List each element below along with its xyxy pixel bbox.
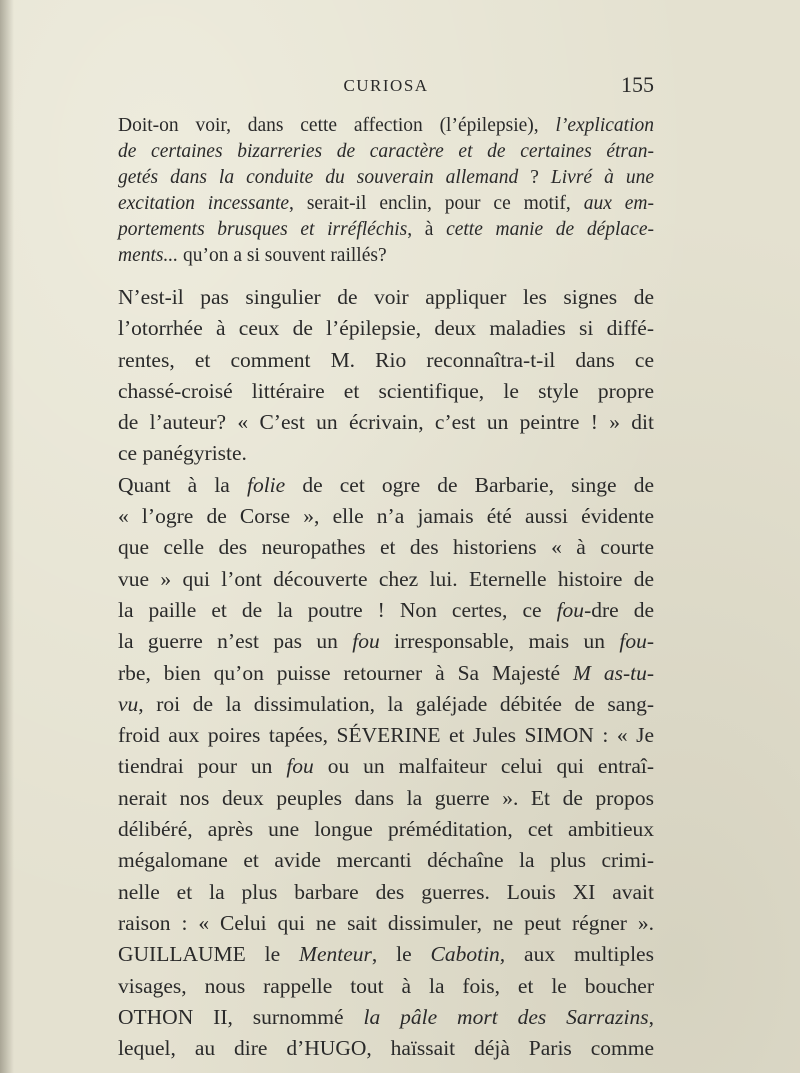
body-line <box>118 1002 654 1033</box>
body-italic: fou <box>352 629 380 654</box>
footnote-paragraph <box>118 113 654 269</box>
body-line: mégalomane et avide mercanti déchaîne la plus crimi- <box>118 848 654 873</box>
body-italic: M as-tu- <box>573 660 654 685</box>
note-line <box>118 165 654 191</box>
body-text-run: , <box>648 1004 654 1029</box>
body-text-run: irresponsable, mais un <box>379 629 620 654</box>
body-line: froid aux poires tapées, SÉVERINE et Jules SIMON : « Je <box>118 723 654 748</box>
body-italic: fou <box>286 754 314 779</box>
body-line: N’est-il pas singulier de voir appliquer les signes de <box>118 285 654 309</box>
body-italic: folie <box>246 472 286 497</box>
body-text-run: rbe, bien qu’on puisse retourner à Sa Majesté <box>118 660 573 685</box>
body-text-run: tiendrai pour un <box>118 754 287 779</box>
body-italic: Menteur <box>299 942 372 967</box>
body-line <box>118 658 654 689</box>
body-text-run: OTHON II, surnommé <box>118 1004 364 1029</box>
note-text: ? <box>518 167 551 188</box>
body-line: lequel, au dire d’HUGO, haïssait déjà Paris comme <box>118 1036 654 1061</box>
body-line: « l’ogre de Corse », elle n’a jamais été aussi évidente <box>118 504 654 529</box>
body-text-run: de cet ogre de Barbarie, singe de <box>285 472 654 497</box>
note-italic: excitation incessante <box>118 193 290 214</box>
note-line <box>118 217 654 243</box>
body-line <box>118 626 654 657</box>
note-italic: l’explication <box>555 115 654 136</box>
body-line: nelle et la plus barbare des guerres. Louis XI avait <box>118 879 654 904</box>
body-text-run: GUILLAUME le <box>118 942 300 967</box>
page-number: 155 <box>621 72 654 97</box>
note-italic: aux em- <box>583 193 654 214</box>
body-line: ce panégyriste. <box>118 441 247 466</box>
body-text-run: , roi de la dissimulation, la galéjade débitée de sang- <box>138 691 654 716</box>
note-italic: portements brusques et irréfléchis <box>118 219 408 240</box>
note-italic: ments... <box>118 245 179 266</box>
body-line: visages, nous rappelle tout à la fois, et le boucher <box>118 973 654 998</box>
note-line <box>118 243 654 269</box>
note-text: qu’on a si souvent raillés? <box>178 245 387 266</box>
note-line <box>118 113 654 139</box>
note-text: , serait-il enclin, pour ce motif, <box>289 193 584 214</box>
body-line <box>118 689 654 720</box>
note-line <box>118 139 654 165</box>
body-line: raison : « Celui qui ne sait dissimuler, ne peut régner ». <box>118 910 654 935</box>
body-italic: Cabotin, <box>430 942 506 967</box>
body-text-run: la paille et de la poutre ! Non certes, ce <box>118 597 557 622</box>
body-text-run: aux multiples <box>505 942 654 967</box>
body-line <box>118 751 654 782</box>
body-line: l’otorrhée à ceux de l’épilepsie, deux maladies si diffé- <box>118 316 654 341</box>
body-italic: vu <box>118 691 139 716</box>
body-line: vue » qui l’ont découverte chez lui. Eternelle histoire de <box>118 566 654 591</box>
note-text: Doit-on voir, dans cette affection (l’épilepsie), <box>118 115 556 136</box>
note-italic: de certaines bizarreries de caractère et de certaines étran- <box>118 141 654 162</box>
body-text-run: , le <box>371 942 431 967</box>
body-text-run: la guerre n’est pas un <box>118 629 353 654</box>
body-line: nerait nos deux peuples dans la guerre ». Et de propos <box>118 785 654 810</box>
note-line <box>118 191 654 217</box>
note-text: , à <box>407 219 447 240</box>
body-text-run: ou un malfaiteur celui qui entraî- <box>313 754 655 779</box>
note-italic: Livré à une <box>550 167 654 188</box>
body-text-run: -dre de <box>584 597 654 622</box>
body-line: de l’auteur? « C’est un écrivain, c’est un peintre ! » dit <box>118 410 654 435</box>
body-italic: fou- <box>619 629 654 654</box>
body-line <box>118 595 654 626</box>
binding-shadow <box>0 0 14 1073</box>
note-italic: cette manie de déplace- <box>446 219 654 240</box>
running-title: CURIOSA <box>343 76 429 95</box>
note-italic: getés dans la conduite du souverain allemand <box>118 167 519 188</box>
body-line <box>118 470 654 501</box>
body-italic: la pâle mort des Sarrazins <box>363 1004 649 1029</box>
body-line: que celle des neuropathes et des historiens « à courte <box>118 535 654 560</box>
body-line: chassé-croisé littéraire et scientifique, le style propre <box>118 378 654 403</box>
body-text <box>118 282 654 1064</box>
body-text-run: Quant à la <box>118 472 247 497</box>
running-head <box>118 72 654 102</box>
body-line: rentes, et comment M. Rio reconnaîtra-t-il dans ce <box>118 347 654 372</box>
body-line <box>118 939 654 970</box>
body-italic: fou <box>556 597 585 622</box>
body-line: délibéré, après une longue préméditation, cet ambitieux <box>118 817 654 842</box>
